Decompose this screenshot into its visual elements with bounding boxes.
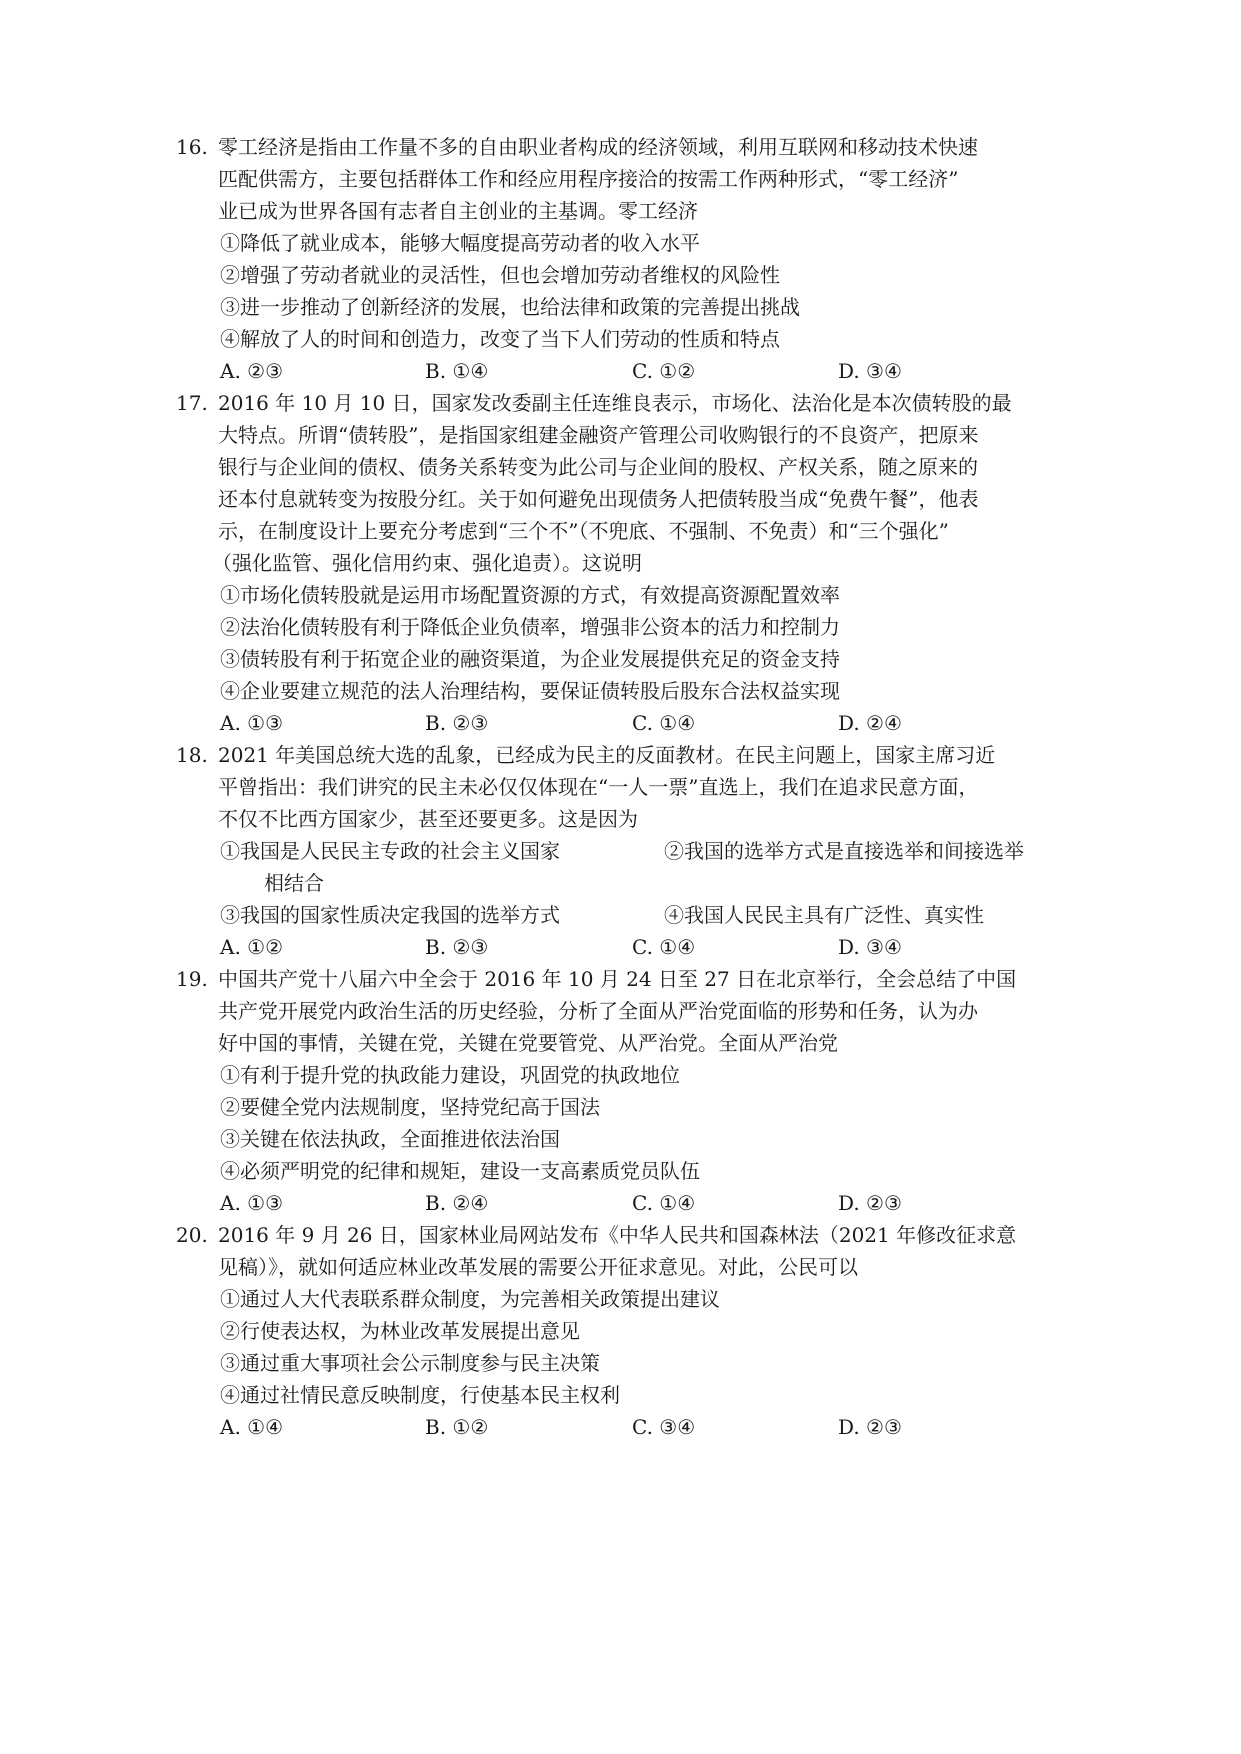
question-stem-line: 大特点。所谓“债转股”，是指国家组建金融资产管理公司收购银行的不良资产，把原来 bbox=[218, 423, 979, 447]
answer-option-a: A. ①② bbox=[220, 935, 284, 959]
question-number: 20. bbox=[176, 1223, 208, 1247]
statement-item: ④必须严明党的纪律和规矩，建设一支高素质党员队伍 bbox=[220, 1159, 700, 1183]
answer-option-c: C. ①② bbox=[632, 359, 696, 383]
statement-item: ①降低了就业成本，能够大幅度提高劳动者的收入水平 bbox=[220, 231, 700, 255]
question-stem-line: 零工经济是指由工作量不多的自由职业者构成的经济领域，利用互联网和移动技术快速 bbox=[218, 135, 978, 159]
statement-item: ①市场化债转股就是运用市场配置资源的方式，有效提高资源配置效率 bbox=[220, 583, 840, 607]
question-stem-line: 2016 年 10 月 10 日，国家发改委副主任连维良表示，市场化、法治化是本次债转股的最 bbox=[218, 391, 1012, 415]
statement-item: ①我国是人民民主专政的社会主义国家 bbox=[220, 839, 560, 863]
question-stem-line: 匹配供需方，主要包括群体工作和经应用程序接洽的按需工作两种形式，“零工经济” bbox=[218, 167, 959, 191]
question-stem-line: 中国共产党十八届六中全会于 2016 年 10 月 24 日至 27 日在北京举行，全会总结了中国 bbox=[218, 967, 1017, 991]
question-stem-line: 不仅不比西方国家少，甚至还要更多。这是因为 bbox=[218, 807, 638, 831]
question-stem-line: 业已成为世界各国有志者自主创业的主基调。零工经济 bbox=[218, 199, 698, 223]
answer-option-c: C. ①④ bbox=[632, 935, 696, 959]
answer-option-c: C. ①④ bbox=[632, 711, 696, 735]
statement-item: ①有利于提升党的执政能力建设，巩固党的执政地位 bbox=[220, 1063, 680, 1087]
statement-item: ②法治化债转股有利于降低企业负债率，增强非公资本的活力和控制力 bbox=[220, 615, 840, 639]
answer-option-d: D. ③④ bbox=[838, 935, 902, 959]
statement-item: ④企业要建立规范的法人治理结构，要保证债转股后股东合法权益实现 bbox=[220, 679, 840, 703]
statement-item: ③我国的国家性质决定我国的选举方式 bbox=[220, 903, 560, 927]
statement-item: ①通过人大代表联系群众制度，为完善相关政策提出建议 bbox=[220, 1287, 720, 1311]
statement-item: ③债转股有利于拓宽企业的融资渠道，为企业发展提供充足的资金支持 bbox=[220, 647, 840, 671]
answer-option-b: B. ①④ bbox=[425, 359, 489, 383]
question-number: 18. bbox=[176, 743, 208, 767]
answer-option-d: D. ③④ bbox=[838, 359, 902, 383]
answer-option-a: A. ②③ bbox=[220, 359, 284, 383]
question-stem-line: 2016 年 9 月 26 日，国家林业局网站发布《中华人民共和国森林法（2021 年修改征求意 bbox=[218, 1223, 1017, 1247]
answer-option-a: A. ①③ bbox=[220, 711, 284, 735]
answer-option-d: D. ②④ bbox=[838, 711, 902, 735]
statement-item: ②要健全党内法规制度，坚持党纪高于国法 bbox=[220, 1095, 600, 1119]
statement-item-continuation: 相结合 bbox=[264, 871, 324, 895]
answer-option-d: D. ②③ bbox=[838, 1191, 902, 1215]
question-stem-line: 2021 年美国总统大选的乱象，已经成为民主的反面教材。在民主问题上，国家主席习近 bbox=[218, 743, 996, 767]
question-stem-line: 共产党开展党内政治生活的历史经验，分析了全面从严治党面临的形势和任务，认为办 bbox=[218, 999, 978, 1023]
answer-option-c: C. ①④ bbox=[632, 1191, 696, 1215]
question-stem-line: 好中国的事情，关键在党，关键在党要管党、从严治党。全面从严治党 bbox=[218, 1031, 838, 1055]
statement-item: ④通过社情民意反映制度，行使基本民主权利 bbox=[220, 1383, 620, 1407]
statement-item: ④我国人民民主具有广泛性、真实性 bbox=[664, 903, 984, 927]
answer-option-b: B. ②③ bbox=[425, 711, 489, 735]
answer-option-b: B. ②③ bbox=[425, 935, 489, 959]
question-stem-line: 还本付息就转变为按股分红。关于如何避免出现债务人把债转股当成“免费午餐”，他表 bbox=[218, 487, 979, 511]
answer-option-a: A. ①③ bbox=[220, 1191, 284, 1215]
answer-option-a: A. ①④ bbox=[220, 1415, 284, 1439]
statement-item: ③通过重大事项社会公示制度参与民主决策 bbox=[220, 1351, 600, 1375]
statement-item: ②增强了劳动者就业的灵活性，但也会增加劳动者维权的风险性 bbox=[220, 263, 780, 287]
statement-item: ④解放了人的时间和创造力，改变了当下人们劳动的性质和特点 bbox=[220, 327, 780, 351]
question-stem-line: 银行与企业间的债权、债务关系转变为此公司与企业间的股权、产权关系，随之原来的 bbox=[218, 455, 978, 479]
statement-item: ③关键在依法执政，全面推进依法治国 bbox=[220, 1127, 560, 1151]
question-number: 19. bbox=[176, 967, 208, 991]
question-stem-line: 见稿）》，就如何适应林业改革发展的需要公开征求意见。对此，公民可以 bbox=[218, 1255, 858, 1279]
statement-item: ②我国的选举方式是直接选举和间接选举 bbox=[664, 839, 1024, 863]
answer-option-d: D. ②③ bbox=[838, 1415, 902, 1439]
statement-item: ③进一步推动了创新经济的发展，也给法律和政策的完善提出挑战 bbox=[220, 295, 800, 319]
question-number: 17. bbox=[176, 391, 208, 415]
answer-option-b: B. ②④ bbox=[425, 1191, 489, 1215]
answer-option-b: B. ①② bbox=[425, 1415, 489, 1439]
statement-item: ②行使表达权，为林业改革发展提出意见 bbox=[220, 1319, 580, 1343]
question-stem-line: 示，在制度设计上要充分考虑到“三个不”（不兜底、不强制、不免责）和“三个强化” bbox=[218, 519, 949, 543]
question-stem-line: 平曾指出：我们讲究的民主未必仅仅体现在“一人一票”直选上，我们在追求民意方面， bbox=[218, 775, 979, 799]
answer-option-c: C. ③④ bbox=[632, 1415, 696, 1439]
question-stem-line: （强化监管、强化信用约束、强化追责）。这说明 bbox=[212, 551, 642, 575]
question-number: 16. bbox=[176, 135, 208, 159]
